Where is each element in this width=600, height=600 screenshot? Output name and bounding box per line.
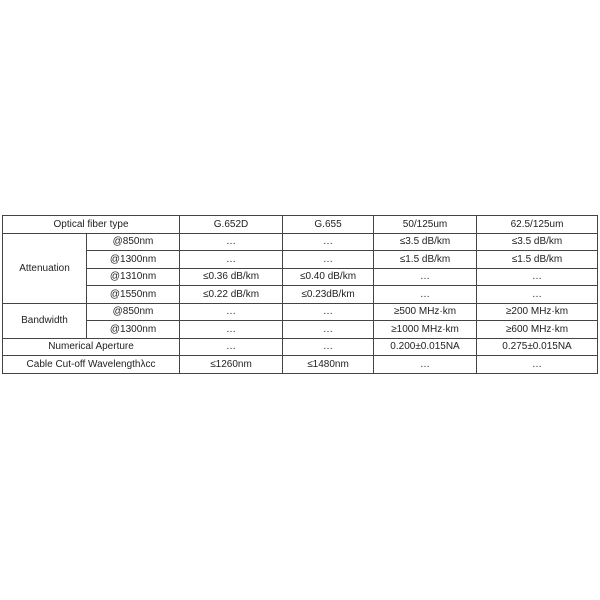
- value-cell: …: [283, 251, 374, 269]
- table-row: [3, 356, 598, 374]
- value-cell: ≤1480nm: [283, 356, 374, 374]
- attenuation-label: Attenuation: [3, 233, 87, 303]
- value-cell: ≤0.23dB/km: [283, 286, 374, 304]
- wavelength-cell: @850nm: [87, 303, 180, 321]
- header-cell: Optical fiber type: [3, 216, 180, 234]
- value-cell: ≥200 MHz·km: [477, 303, 598, 321]
- header-cell: 62.5/125um: [477, 216, 598, 234]
- value-cell: ≤3.5 dB/km: [374, 233, 477, 251]
- value-cell: …: [477, 286, 598, 304]
- wavelength-cell: @1300nm: [87, 321, 180, 339]
- wavelength-cell: @1300nm: [87, 251, 180, 269]
- value-cell: …: [180, 303, 283, 321]
- value-cell: …: [374, 286, 477, 304]
- value-cell: ≤1.5 dB/km: [374, 251, 477, 269]
- value-cell: ≤3.5 dB/km: [477, 233, 598, 251]
- value-cell: …: [477, 356, 598, 374]
- table-row: [3, 233, 598, 251]
- header-cell: 50/125um: [374, 216, 477, 234]
- value-cell: …: [180, 233, 283, 251]
- value-cell: ≥500 MHz·km: [374, 303, 477, 321]
- value-cell: ≥600 MHz·km: [477, 321, 598, 339]
- bandwidth-label: Bandwidth: [3, 303, 87, 338]
- value-cell: …: [283, 303, 374, 321]
- value-cell: 0.275±0.015NA: [477, 338, 598, 356]
- table-row: [3, 268, 598, 286]
- cutoff-wavelength-label: Cable Cut-off Wavelengthλcc: [3, 356, 180, 374]
- wavelength-cell: @1550nm: [87, 286, 180, 304]
- value-cell: ≤1.5 dB/km: [477, 251, 598, 269]
- value-cell: …: [374, 268, 477, 286]
- value-cell: ≤1260nm: [180, 356, 283, 374]
- header-cell: G.655: [283, 216, 374, 234]
- table-row: [3, 303, 598, 321]
- value-cell: ≤0.40 dB/km: [283, 268, 374, 286]
- value-cell: …: [477, 268, 598, 286]
- value-cell: …: [283, 321, 374, 339]
- fiber-spec-table: [2, 215, 598, 374]
- value-cell: 0.200±0.015NA: [374, 338, 477, 356]
- value-cell: ≤0.36 dB/km: [180, 268, 283, 286]
- value-cell: …: [283, 338, 374, 356]
- numerical-aperture-label: Numerical Aperture: [3, 338, 180, 356]
- value-cell: ≥1000 MHz·km: [374, 321, 477, 339]
- value-cell: ≤0.22 dB/km: [180, 286, 283, 304]
- header-row: [3, 216, 598, 234]
- value-cell: …: [180, 321, 283, 339]
- table-row: [3, 251, 598, 269]
- value-cell: …: [180, 338, 283, 356]
- table-row: [3, 321, 598, 339]
- table-row: [3, 338, 598, 356]
- value-cell: …: [283, 233, 374, 251]
- value-cell: …: [180, 251, 283, 269]
- table-row: [3, 286, 598, 304]
- value-cell: …: [374, 356, 477, 374]
- header-cell: G.652D: [180, 216, 283, 234]
- wavelength-cell: @850nm: [87, 233, 180, 251]
- wavelength-cell: @1310nm: [87, 268, 180, 286]
